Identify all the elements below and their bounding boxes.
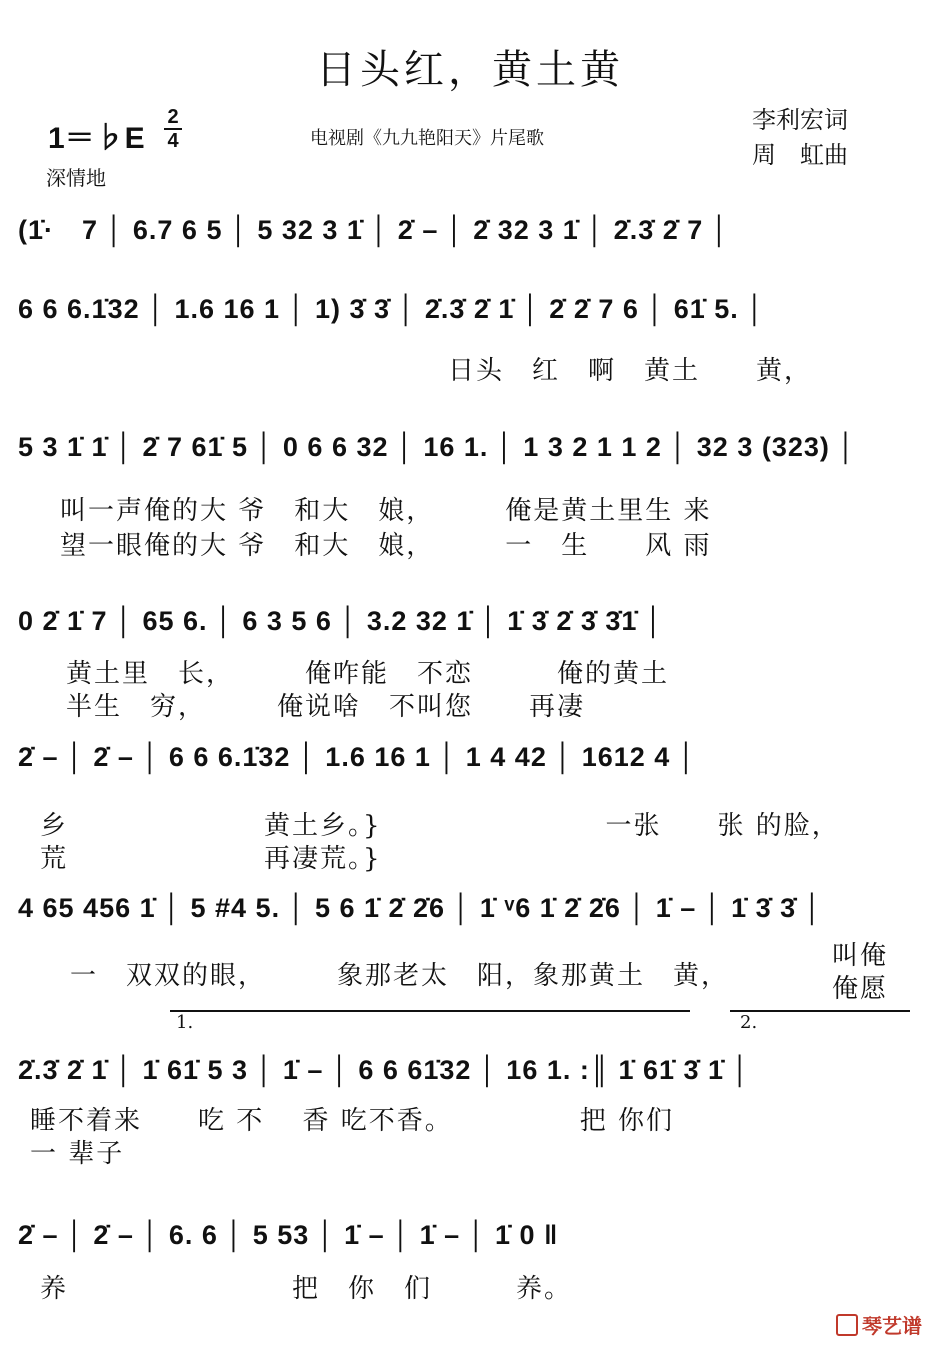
qinyipu-logo-text: 琴艺谱 — [862, 1316, 922, 1338]
lyric-line-8a: 养 把 你 们 养。 — [40, 1274, 573, 1304]
lyricist-credit: 李利宏词 — [752, 106, 848, 134]
lyric-line-7b: 一 辈子 — [30, 1139, 125, 1169]
time-signature-bottom: 4 — [167, 130, 179, 152]
lyric-line-2a: 日头 红 啊 黄土 黄， — [448, 356, 813, 386]
lyric-line-7a: 睡不着来 吃 不 香 吃不香。 把 你们 — [30, 1106, 675, 1136]
qinyipu-logo — [836, 1310, 922, 1339]
lyric-line-3b: 望一眼俺的大 爷 和大 娘， 一 生 风 雨 — [60, 531, 712, 561]
volta-1-bracket — [170, 1010, 690, 1012]
lyric-line-5a: 乡 黄土乡。} 一张 张 的脸， — [40, 811, 840, 841]
tempo-marking: 深情地 — [46, 166, 106, 190]
notation-line-8: 2̇ – │ 2̇ – │ 6. 6 │ 5 53 │ 1̇ – │ 1̇ – │ 1̇ 0 ‖ — [18, 1220, 559, 1250]
notation-line-1: (1̇· 7 │ 6.7 6 5 │ 5 32 3 1̇ │ 2̇ – │ 2̇ 32 3 1̇ │ 2̇.3̇ 2̇ 7 │ — [18, 215, 730, 245]
notation-line-5: 2̇ – │ 2̇ – │ 6 6 6.1̇32 │ 1.6 16 1 │ 1 4 42 │ 1612 4 │ — [18, 742, 697, 772]
notation-line-2: 6 6 6.1̇32 │ 1.6 16 1 │ 1) 3̇ 3̇ │ 2̇.3̇ 2̇ 1̇ │ 2̇ 2̇ 7 6 │ 61̇ 5. │ — [18, 294, 766, 324]
lyric-line-4a: 黄土里 长， 俺咋能 不恋 俺的黄土 — [66, 659, 670, 689]
key-signature: 1＝♭E — [48, 122, 145, 155]
volta-2-label: 2. — [740, 1012, 758, 1033]
composer-credit: 周 虹曲 — [752, 141, 848, 169]
lyric-line-4b: 半生 穷， 俺说啥 不叫您 再凄 — [66, 692, 586, 722]
notation-line-6: 4 65 456 1̇ │ 5 #4 5. │ 5 6 1̇ 2̇ 2̇6 │ 1̇ ᵛ6 1̇ 2̇ 2̇6 │ 1̇ – │ 1̇ 3̇ 3̇ │ — [18, 893, 823, 923]
score-title: 日头红，黄土黄 — [316, 47, 624, 93]
notation-line-4: 0 2̇ 1̇ 7 │ 65 6. │ 6 3 5 6 │ 3.2 32 1̇ │ 1̇ 3̇ 2̇ 3̇ 3̇1̇ │ — [18, 606, 664, 636]
notation-line-3: 5 3 1̇ 1̇ │ 2̇ 7 61̇ 5 │ 0 6 6 32 │ 16 1. │ 1 3 2 1 1 2 │ 32 3 (323) │ — [18, 432, 857, 462]
lyric-side-6a: 叫俺 — [832, 941, 889, 971]
notation-line-7: 2̇.3̇ 2̇ 1̇ │ 1̇ 61̇ 5 3 │ 1̇ – │ 6 6 61̇32 │ 16 1. :║ 1̇ 61̇ 3̇ 1̇ │ — [18, 1055, 751, 1085]
lyric-line-6a: 一 双双的眼， 象那老太 阳，象那黄土 黄， — [70, 961, 730, 991]
time-signature — [164, 106, 182, 152]
lyric-line-3a: 叫一声俺的大 爷 和大 娘， 俺是黄土里生 来 — [60, 496, 712, 526]
time-signature-top: 2 — [167, 106, 179, 128]
qinyipu-logo-icon — [836, 1314, 858, 1336]
lyric-side-6b: 俺愿 — [832, 974, 889, 1004]
subtitle: 电视剧《九九艳阳天》片尾歌 — [310, 128, 544, 149]
lyric-line-5b: 荒 再凄荒。} — [40, 844, 382, 874]
volta-1-label: 1. — [176, 1012, 194, 1033]
